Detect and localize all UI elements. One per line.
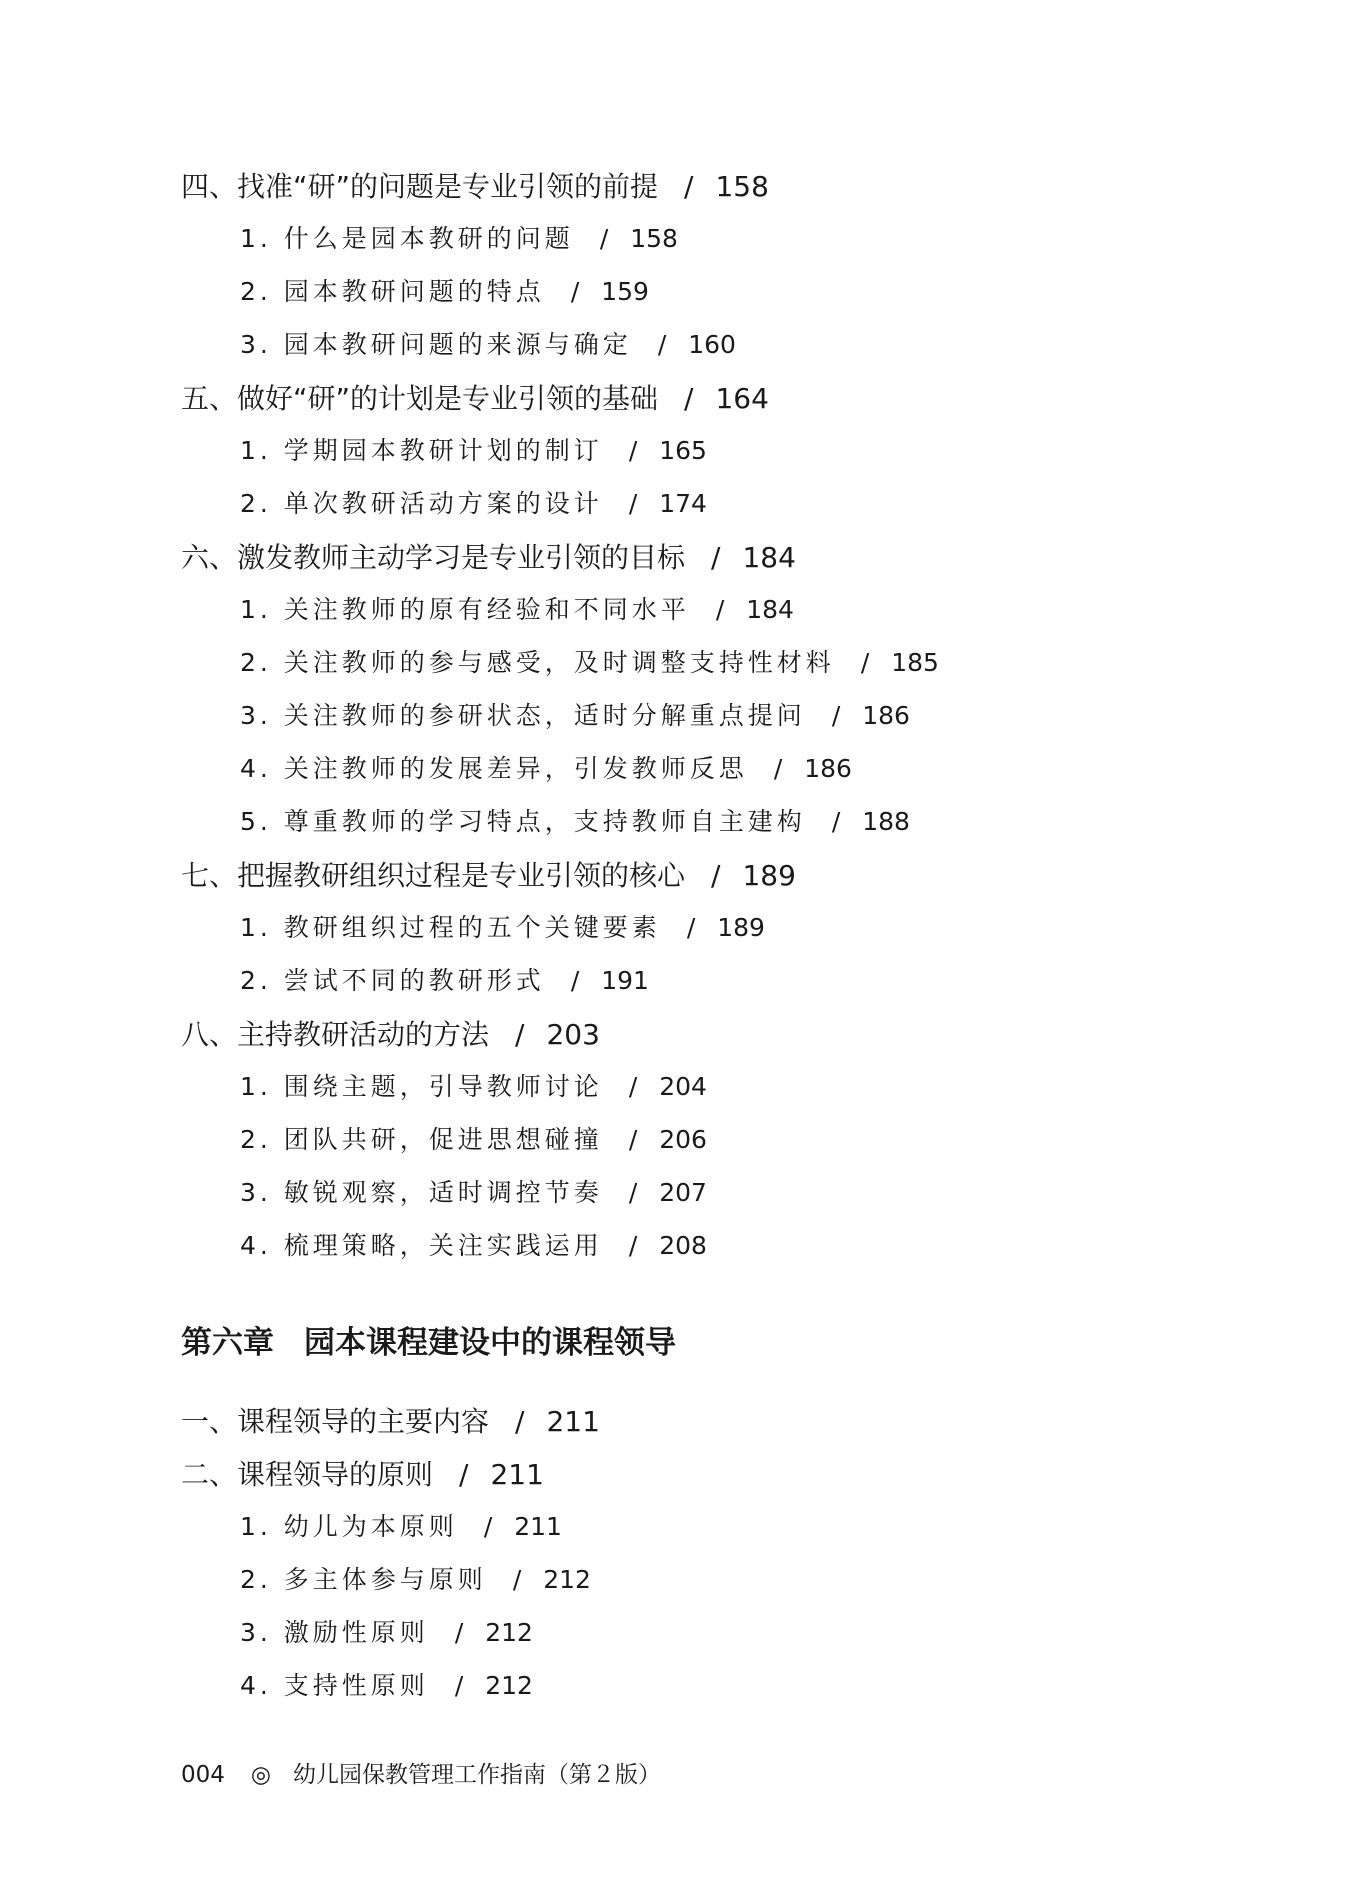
toc-page-number: 160 — [688, 330, 736, 359]
toc-subitem-entry — [240, 491, 707, 516]
toc-subitem-entry — [240, 1673, 533, 1698]
toc-section-entry — [181, 1018, 600, 1051]
toc-subitem-entry — [240, 703, 910, 728]
toc-separator: / — [860, 648, 870, 677]
toc-page-number: 189 — [717, 913, 765, 942]
page-number: 004 — [181, 1762, 225, 1788]
toc-separator: / — [628, 1231, 638, 1260]
toc-page-number: 158 — [630, 224, 678, 253]
toc-page-number: 208 — [659, 1231, 707, 1260]
toc-subitem-entry — [240, 1620, 533, 1645]
toc-section-entry — [181, 170, 769, 203]
circle-mark-icon: ◎ — [250, 1762, 271, 1788]
toc-separator: / — [715, 595, 725, 624]
toc-entry-title: 1. 学期园本教研计划的制订 — [240, 436, 603, 465]
toc-page-number: 211 — [490, 1458, 544, 1491]
toc-entry-title: 1. 教研组织过程的五个关键要素 — [240, 913, 661, 942]
toc-entry-title: 1. 关注教师的原有经验和不同水平 — [240, 595, 690, 624]
toc-section-entry — [181, 541, 796, 574]
toc-entry-title: 5. 尊重教师的学习特点，支持教师自主建构 — [240, 807, 806, 836]
toc-page-number: 185 — [891, 648, 939, 677]
toc-separator: / — [711, 859, 721, 892]
toc-separator: / — [628, 1072, 638, 1101]
toc-entry-title: 1. 围绕主题，引导教师讨论 — [240, 1072, 603, 1101]
toc-separator: / — [454, 1671, 464, 1700]
toc-separator: / — [831, 807, 841, 836]
toc-page-number: 186 — [804, 754, 852, 783]
toc-subitem-entry — [240, 1180, 707, 1205]
toc-subitem-entry — [240, 915, 765, 940]
toc-page-number: 191 — [601, 966, 649, 995]
toc-subitem-entry — [240, 1514, 562, 1539]
toc-page-number: 188 — [862, 807, 910, 836]
toc-page-number: 211 — [514, 1512, 562, 1541]
toc-entry-title: 4. 关注教师的发展差异，引发教师反思 — [240, 754, 748, 783]
toc-subitem-entry — [240, 1074, 707, 1099]
toc-section-entry — [181, 1405, 600, 1438]
toc-separator: / — [459, 1458, 469, 1491]
toc-separator: / — [628, 489, 638, 518]
toc-entry-title: 1. 幼儿为本原则 — [240, 1512, 458, 1541]
toc-separator: / — [686, 913, 696, 942]
toc-separator: / — [512, 1565, 522, 1594]
toc-subitem-entry — [240, 1127, 707, 1152]
toc-subitem-entry — [240, 756, 852, 781]
toc-separator: / — [454, 1618, 464, 1647]
toc-separator: / — [831, 701, 841, 730]
toc-separator: / — [570, 277, 580, 306]
toc-page-number: 158 — [715, 170, 769, 203]
toc-entry-title: 3. 激励性原则 — [240, 1618, 429, 1647]
toc-subitem-entry — [240, 650, 939, 675]
toc-page-number: 204 — [659, 1072, 707, 1101]
toc-entry-title: 4. 支持性原则 — [240, 1671, 429, 1700]
toc-separator: / — [628, 436, 638, 465]
toc-page-number: 184 — [746, 595, 794, 624]
toc-separator: / — [684, 382, 694, 415]
toc-page-number: 165 — [659, 436, 707, 465]
toc-subitem-entry — [240, 968, 649, 993]
toc-entry-title: 3. 敏锐观察，适时调控节奏 — [240, 1178, 603, 1207]
toc-page-number: 184 — [742, 541, 796, 574]
toc-entry-title: 2. 尝试不同的教研形式 — [240, 966, 545, 995]
toc-entry-title: 五、做好“研”的计划是专业引领的基础 — [181, 382, 659, 415]
toc-separator: / — [711, 541, 721, 574]
toc-entry-title: 2. 多主体参与原则 — [240, 1565, 487, 1594]
toc-page-number: 174 — [659, 489, 707, 518]
toc-entry-title: 4. 梳理策略，关注实践运用 — [240, 1231, 603, 1260]
toc-subitem-entry — [240, 438, 707, 463]
toc-page-number: 212 — [485, 1618, 533, 1647]
chapter-heading — [181, 1325, 676, 1361]
toc-entry-title: 3. 园本教研问题的来源与确定 — [240, 330, 632, 359]
toc-separator: / — [773, 754, 783, 783]
toc-entry-title: 二、课程领导的原则 — [181, 1458, 434, 1491]
toc-page-number: 189 — [742, 859, 796, 892]
toc-entry-title: 3. 关注教师的参研状态，适时分解重点提问 — [240, 701, 806, 730]
toc-subitem-entry — [240, 279, 649, 304]
toc-subitem-entry — [240, 597, 794, 622]
toc-separator: / — [684, 170, 694, 203]
toc-subitem-entry — [240, 1567, 591, 1592]
toc-page-number: 212 — [543, 1565, 591, 1594]
toc-entry-title: 2. 园本教研问题的特点 — [240, 277, 545, 306]
toc-section-entry — [181, 382, 769, 415]
toc-separator: / — [628, 1178, 638, 1207]
chapter-number: 第六章 — [181, 1325, 274, 1361]
toc-subitem-entry — [240, 809, 910, 834]
toc-entry-title: 2. 团队共研，促进思想碰撞 — [240, 1125, 603, 1154]
toc-page-number: 164 — [715, 382, 769, 415]
toc-subitem-entry — [240, 1233, 707, 1258]
toc-page-number: 159 — [601, 277, 649, 306]
toc-separator: / — [628, 1125, 638, 1154]
toc-separator: / — [515, 1405, 525, 1438]
toc-separator: / — [599, 224, 609, 253]
toc-entry-title: 四、找准“研”的问题是专业引领的前提 — [181, 170, 659, 203]
toc-page-number: 212 — [485, 1671, 533, 1700]
toc-page-number: 207 — [659, 1178, 707, 1207]
toc-entry-title: 2. 单次教研活动方案的设计 — [240, 489, 603, 518]
toc-entry-title: 六、激发教师主动学习是专业引领的目标 — [181, 541, 686, 574]
toc-entry-title: 2. 关注教师的参与感受，及时调整支持性材料 — [240, 648, 835, 677]
toc-separator: / — [483, 1512, 493, 1541]
book-title: 幼儿园保教管理工作指南（第２版） — [292, 1762, 661, 1788]
toc-separator: / — [515, 1018, 525, 1051]
toc-entry-title: 一、课程领导的主要内容 — [181, 1405, 490, 1438]
toc-separator: / — [657, 330, 667, 359]
toc-page-number: 211 — [546, 1405, 600, 1438]
toc-page-number: 203 — [546, 1018, 600, 1051]
toc-subitem-entry — [240, 226, 678, 251]
page-footer — [181, 1764, 661, 1787]
toc-entry-title: 八、主持教研活动的方法 — [181, 1018, 490, 1051]
toc-page-number: 186 — [862, 701, 910, 730]
toc-page-number: 206 — [659, 1125, 707, 1154]
toc-subitem-entry — [240, 332, 736, 357]
toc-section-entry — [181, 859, 796, 892]
chapter-title: 园本课程建设中的课程领导 — [304, 1325, 676, 1361]
toc-entry-title: 1. 什么是园本教研的问题 — [240, 224, 574, 253]
toc-separator: / — [570, 966, 580, 995]
toc-section-entry — [181, 1458, 544, 1491]
toc-entry-title: 七、把握教研组织过程是专业引领的核心 — [181, 859, 686, 892]
